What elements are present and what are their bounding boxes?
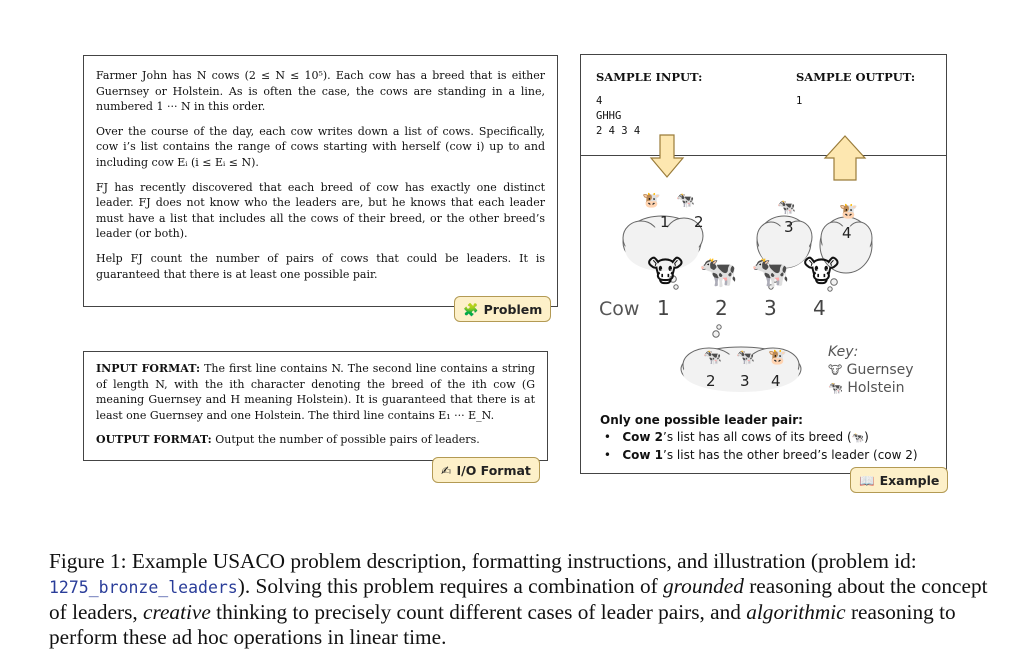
cloud-number: 1 [660, 213, 670, 231]
caption-emphasis: algorithmic [746, 600, 846, 624]
key-item-holstein [828, 379, 914, 397]
sample-input-line: 2 4 3 4 [596, 125, 641, 137]
bullet-text: ’s list has the other breed’s leader (cow 2) [663, 448, 918, 462]
cloud-number: 3 [784, 218, 794, 236]
cow-number: 3 [764, 296, 777, 320]
cloud-number: 2 [694, 213, 704, 231]
holstein-cow-icon: 🐄 [751, 254, 790, 290]
example-tag [850, 467, 948, 493]
cloud-number: 3 [740, 372, 750, 390]
bullet-text-close: ) [864, 430, 869, 444]
holstein-cow-icon: 🐄 [777, 198, 796, 216]
cow-number: 4 [813, 296, 826, 320]
holstein-cow-icon: 🐄 [828, 381, 843, 395]
leader-pair-bullets [600, 429, 918, 463]
problem-paragraph-1: Farmer John has N cows (2 ≤ N ≤ 10⁵). Each cow has a breed that is either Guernsey or Holstein. As is often the case, the cows are standing in a line, numbered 1 ··· N in this order. [96, 69, 545, 114]
sample-output-heading: SAMPLE OUTPUT: [796, 70, 916, 84]
guernsey-cow-icon: 🐮 [839, 202, 858, 220]
key-legend [828, 343, 914, 397]
key-title: Key: [828, 344, 859, 360]
input-format-heading: INPUT FORMAT: [96, 362, 201, 375]
caption-emphasis: grounded [663, 573, 744, 598]
cow-number: 2 [715, 296, 728, 320]
io-format-tag-label: I/O Format [456, 463, 531, 478]
caption-text: reasoning to perform these ad hoc operations in linear time. [49, 600, 956, 649]
key-label-guernsey: Guernsey [846, 362, 914, 378]
io-format-box [83, 351, 548, 461]
holstein-cow-icon: 🐄 [736, 348, 755, 366]
figure-caption [49, 549, 989, 649]
cow-number: 1 [657, 296, 670, 320]
guernsey-cow-icon: 🐮 [828, 363, 843, 377]
problem-paragraph-4: Help FJ count the number of pairs of cows that could be leaders. It is guaranteed that there is at least one possible pair. [96, 251, 545, 281]
example-tag-label: Example [879, 473, 940, 488]
caption-emphasis: creative [143, 600, 211, 624]
leader-bullet: • Cow 2’s list has all cows of its breed (🐄) [600, 430, 869, 444]
problem-tag-label: Problem [483, 302, 543, 317]
cow-axis-label: Cow [599, 298, 640, 320]
output-format-text: Output the number of possible pairs of leaders. [215, 433, 480, 447]
guernsey-cow-icon: 🐮 [647, 254, 684, 290]
holstein-cow-icon: 🐄 [676, 191, 695, 209]
down-arrow-icon [651, 135, 683, 177]
leader-pair-heading: Only one possible leader pair: [600, 413, 803, 427]
puzzle-icon: 🧩 [463, 302, 479, 317]
holstein-cow-icon: 🐄 [703, 348, 722, 366]
key-label-holstein: Holstein [847, 380, 905, 396]
caption-problem-id: 1275_bronze_leaders [49, 577, 238, 597]
problem-box [83, 55, 558, 307]
bullet-text: ’s list has all cows of its breed ( [663, 430, 852, 444]
io-format-tag [432, 457, 540, 483]
sample-input-line: GHHG [596, 110, 622, 122]
holstein-cow-icon: 🐄 [851, 433, 865, 444]
example-box [580, 54, 947, 474]
output-format-paragraph [96, 432, 535, 448]
bullet-bold: Cow 1 [622, 448, 664, 462]
cloud-number: 2 [706, 372, 716, 390]
problem-tag [454, 296, 551, 322]
output-format-heading: OUTPUT FORMAT: [96, 433, 212, 447]
guernsey-cow-icon: 🐮 [803, 254, 840, 290]
holstein-cow-icon: 🐄 [699, 254, 738, 290]
sample-input-line: 4 [596, 95, 603, 107]
leader-bullet: • Cow 1’s list has the other breed’s leader (cow 2) [600, 448, 918, 462]
guernsey-cow-icon: 🐮 [642, 191, 661, 209]
input-format-paragraph [96, 361, 535, 423]
bullet-bold: Cow 2 [622, 430, 664, 444]
cloud-number: 4 [771, 372, 781, 390]
sample-output-line: 1 [796, 95, 803, 107]
caption-text: reasoning about the concept of leaders, [49, 573, 988, 624]
input-format-text: The first line contains N. The second line contains a string of length N, with the ith character denoting the breed of the ith cow (G meaning Guernsey and H meaning Holstein). It is guaranteed that there is at least one Guernsey and one Holstein. The third line contains E₁ ··· E_N. [96, 362, 535, 422]
up-arrow-icon [825, 136, 865, 180]
caption-prefix: Figure 1: Example USACO problem description, formatting instructions, and illustration (problem id: [49, 549, 917, 573]
caption-text: thinking to precisely count different cases of leader pairs, and [210, 600, 747, 624]
cloud-number: 4 [842, 224, 852, 242]
sample-input-heading: SAMPLE INPUT: [596, 70, 703, 84]
writing-hand-icon: ✍ [441, 463, 452, 478]
problem-paragraph-2: Over the course of the day, each cow writes down a list of cows. Specifically, cow i’s list contains the range of cows starting with herself (cow i) up to and including cow Eᵢ (i ≤ Eᵢ ≤ N). [96, 124, 545, 169]
key-item-guernsey [828, 361, 914, 379]
guernsey-cow-icon: 🐮 [768, 348, 787, 366]
caption-text: ). Solving this problem requires a combination of [237, 573, 664, 598]
open-book-icon: 📖 [859, 473, 875, 488]
problem-paragraph-3: FJ has recently discovered that each breed of cow has exactly one distinct leader. FJ does not know who the leaders are, but he knows that each leader must have a list that includes all the cows of their breed, or the other breed’s leader (or both). [96, 180, 545, 241]
